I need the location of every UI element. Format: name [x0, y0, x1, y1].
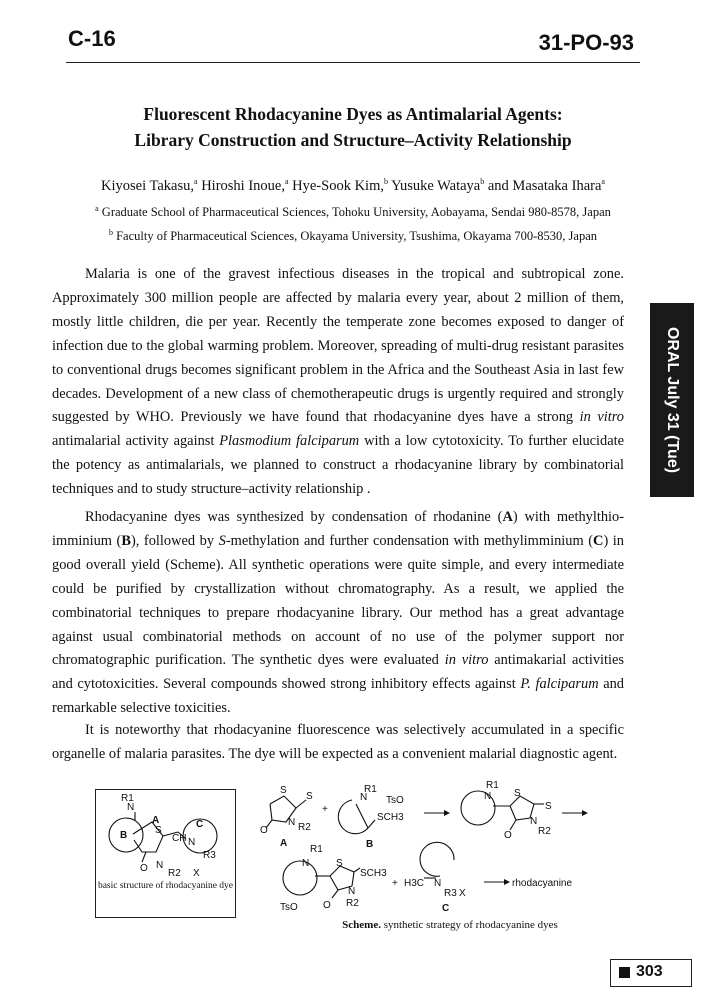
author-name: and Masataka Ihara	[487, 178, 602, 194]
author-affiliation-mark: a	[194, 177, 198, 187]
affiliation-text: Faculty of Pharmaceutical Sciences, Okayama University, Tsushima, Okayama 700-8530, Japan	[116, 229, 598, 243]
affiliation-mark: b	[108, 227, 113, 237]
svg-text:S: S	[280, 785, 287, 796]
page-number-box	[610, 959, 692, 987]
author-affiliation-mark: b	[383, 177, 388, 187]
svg-text:N: N	[302, 858, 310, 869]
author-affiliation-mark: a	[284, 177, 289, 187]
svg-text:R1: R1	[486, 780, 499, 791]
svg-text:N: N	[156, 860, 164, 871]
svg-text:R1: R1	[121, 793, 134, 804]
scheme-compound-a	[260, 785, 313, 849]
page-marker-icon	[619, 967, 630, 978]
abstract-code: 31-PO-93	[538, 30, 634, 55]
svg-text:R2: R2	[538, 826, 551, 837]
svg-text:S: S	[336, 858, 343, 869]
svg-text:R1: R1	[364, 784, 377, 795]
svg-text:N: N	[484, 791, 492, 802]
author-name: Kiyosei Takasu,	[101, 178, 194, 194]
svg-text:TsO: TsO	[386, 795, 404, 806]
svg-text:N: N	[434, 878, 442, 889]
paragraph-intro: Malaria is one of the gravest infectious diseases in the tropical and subtropical zone. Approximately 300 million people are affected by malaria every year, about 2 million of them, mostly little children, die per year. Recently the temperate zone becomes exposed to danger of infection due to the global warming problem. Moreover, spreading of multi-drug resistant parasites to conventional drugs becomes significant problem in the Africa and the Southeast Asia in last few decades. Development of a new class of chemotherapeutic drugs is urgently required and strongly suggested by WHO. Previously we have found that rhodacyanine dyes have a strong in vitro antimalarial activity against Plasmodium falciparum with a low cytotoxicity. To further elucidate the potency as antimalarials, we planned to construct a rhodacyanine library by combinatorial techniques and to study structure–activity relationship .	[52, 266, 625, 498]
scheme-caption: Scheme. synthetic strategy of rhodacyanine dyes	[342, 919, 558, 931]
affiliation-mark: a	[95, 203, 99, 213]
section-code: C-16	[68, 26, 116, 51]
svg-text:CH: CH	[172, 833, 187, 844]
svg-text:TsO: TsO	[280, 902, 298, 913]
svg-text:H3C: H3C	[404, 878, 425, 889]
svg-text:A: A	[152, 815, 160, 826]
svg-text:SCH3: SCH3	[360, 868, 387, 879]
svg-text:N: N	[360, 792, 368, 803]
basic-structure-drawing	[109, 793, 217, 879]
author-name: Hye-Sook Kim,	[292, 178, 384, 194]
svg-text:R2: R2	[346, 898, 359, 909]
svg-text:O: O	[140, 863, 148, 874]
svg-text:C: C	[442, 903, 450, 914]
svg-text:O: O	[504, 830, 512, 841]
session-side-tab: ORAL July 31 (Tue)	[650, 303, 694, 497]
svg-text:S: S	[545, 801, 552, 812]
product-label: rhodacyanine	[512, 878, 573, 889]
svg-text:N: N	[188, 837, 196, 848]
svg-text:R2: R2	[298, 822, 311, 833]
scheme-compound-b	[338, 784, 404, 850]
svg-text:B: B	[366, 839, 374, 850]
svg-text:+: +	[322, 804, 328, 815]
svg-text:C: C	[196, 819, 204, 830]
author-affiliation-mark: b	[480, 177, 485, 187]
basic-structure-caption: basic structure of rhodacyanine dye	[97, 881, 234, 891]
svg-text:SCH3: SCH3	[377, 812, 404, 823]
svg-text:+: +	[392, 878, 398, 889]
svg-text:X: X	[193, 868, 200, 879]
affiliation-text: Graduate School of Pharmaceutical Sciences, Tohoku University, Aobayama, Sendai 980-8578, Japan	[101, 205, 611, 219]
scheme-compound-c	[404, 842, 466, 914]
svg-text:R2: R2	[168, 868, 181, 879]
svg-text:O: O	[323, 900, 331, 911]
page-number: 303	[636, 963, 663, 980]
svg-text:S: S	[155, 825, 162, 836]
svg-text:R1: R1	[310, 844, 323, 855]
svg-text:R3: R3	[203, 850, 216, 861]
svg-text:B: B	[120, 830, 128, 841]
scheme-intermediate-2	[280, 844, 387, 913]
svg-text:N: N	[127, 802, 135, 813]
svg-text:S: S	[514, 788, 521, 799]
paragraph-synthesis: Rhodacyanine dyes was synthesized by condensation of rhodanine (A) with methylthio-imminium (B), followed by S-methylation and further condensation with methylimminium (C) in good overall yield (Scheme). All synthetic operations were quite simple, and every intermediate could be purified by crystallization without chromatography. As a result, we applied the combinatorial techniques to prepare rhodacyanine library. Our method has a great advantage against usual combinatorial methods on account of no use of the polymer support nor chromatographic purification. The synthetic dyes were evaluated in vitro antimakarial activities and cytotoxicities. Several compounds showed strong inhibitory effects against P. falciparum and remarkable selective toxicities.	[52, 509, 625, 717]
svg-text:X: X	[459, 888, 466, 899]
svg-text:N: N	[530, 816, 538, 827]
scheme-intermediate-1	[461, 780, 552, 841]
svg-text:N: N	[288, 817, 296, 828]
svg-text:R3: R3	[444, 888, 457, 899]
author-affiliation-mark: a	[601, 177, 605, 187]
svg-text:N: N	[348, 886, 356, 897]
svg-text:A: A	[280, 838, 288, 849]
paragraph-fluorescence: It is noteworthy that rhodacyanine fluorescence was selectively accumulated in a specific organelle of malaria parasites. The dye will be expected as a convenient malarial diagnostic agent.	[52, 722, 624, 762]
author-name: Yusuke Wataya	[391, 178, 481, 194]
title-line-1: Fluorescent Rhodacyanine Dyes as Antimalarial Agents:	[143, 104, 563, 124]
title-line-2: Library Construction and Structure–Activity Relationship	[134, 130, 572, 150]
svg-text:O: O	[260, 825, 268, 836]
author-name: Hiroshi Inoue,	[201, 178, 285, 194]
svg-text:S: S	[306, 791, 313, 802]
